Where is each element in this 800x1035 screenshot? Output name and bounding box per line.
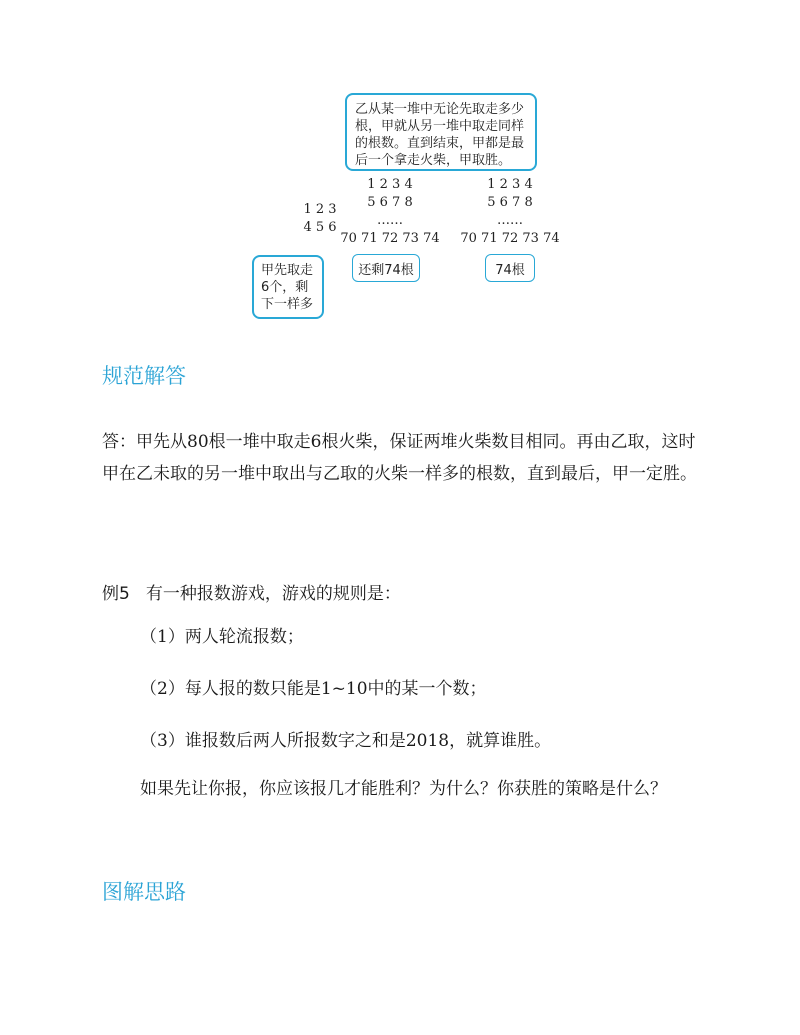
pile-b-row: 70 71 72 73 74 [460,231,560,246]
pile-b-row: …… [497,213,523,228]
example-label: 例5 [102,584,130,604]
rule-item: （2）每人报的数只能是1~10中的某一个数； [140,679,487,699]
rule-item: （1）两人轮流报数； [140,627,304,647]
pile-b-numbers [455,176,565,248]
first-move-bubble: 甲先取走 6个，剩 下一样多 [252,255,324,319]
example-intro-text: 有一种报数游戏，游戏的规则是： [145,584,401,604]
pile-a-row: 1 2 3 4 [367,177,413,192]
remaining-tag: 还剩74根 [352,254,420,282]
small-pile-row: 1 2 3 [303,202,337,217]
explanation-bubble: 乙从某一堆中无论先取走多少 根，甲就从另一堆中取走同样 的根数。直到结束，甲都是最 后一个拿走火柴，甲取胜。 [345,93,537,171]
rule-item: （3）谁报数后两人所报数字之和是2018，就算谁胜。 [140,731,552,751]
pile-a-numbers [335,176,445,248]
pile-a-row: …… [377,213,403,228]
answer-paragraph: 答：甲先从80根一堆中取走6根火柴，保证两堆火柴数目相同。再由乙取，这时甲在乙未取的另一堆中取出与乙取的火柴一样多的根数，直到最后，甲一定胜。 [102,432,697,484]
pile-b-row: 5 6 7 8 [487,195,533,210]
small-pile-row: 4 5 6 [303,220,337,235]
example-intro [102,578,702,610]
pile-count-tag: 74根 [485,254,535,282]
pile-a-row: 70 71 72 73 74 [340,231,440,246]
question-paragraph: 如果先让你报，你应该报几才能胜利？为什么？你获胜的策略是什么？ [140,779,667,799]
section-heading-solution: 规范解答 [102,364,186,388]
section-heading-thinking: 图解思路 [102,880,186,904]
pile-b-row: 1 2 3 4 [487,177,533,192]
pile-a-row: 5 6 7 8 [367,195,413,210]
